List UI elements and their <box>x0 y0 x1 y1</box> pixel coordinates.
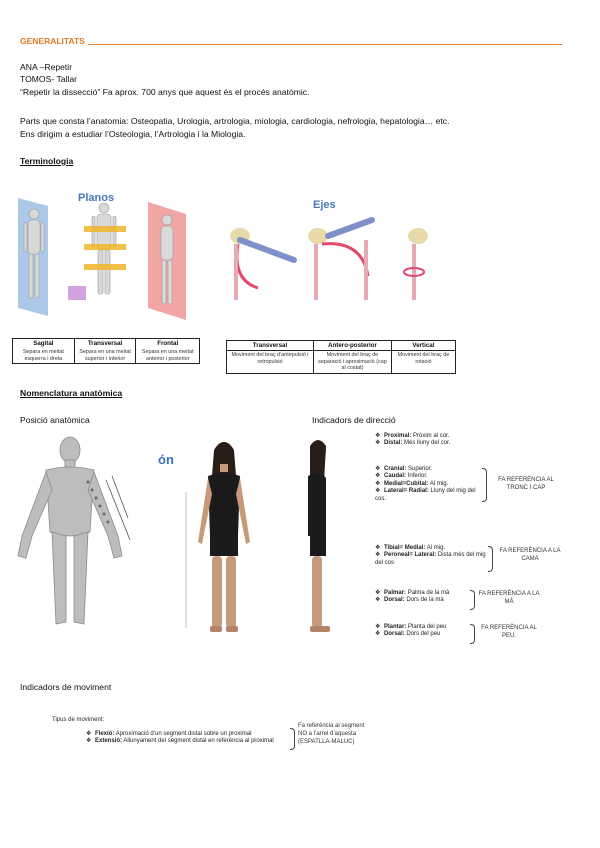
posicio-anatomica-label: Posició anatòmica <box>20 415 90 425</box>
term-distal-desc: Més lluny del cor. <box>404 440 451 447</box>
term-flexio: Flexió: <box>95 731 115 737</box>
diamond-bullet-icon: ❖ <box>375 433 381 439</box>
diamond-bullet-icon: ❖ <box>375 488 381 495</box>
term-proximal: Proximal: <box>384 433 412 439</box>
moviment-ref-line-1: Fa referència al segment <box>298 723 365 729</box>
direction-item <box>375 552 487 567</box>
brace <box>470 624 475 644</box>
term-proximal-desc: Pròxim al cor. <box>413 433 450 439</box>
section-header <box>20 36 562 48</box>
term-plantar: Plantar: <box>384 624 407 630</box>
intro-line-1: ANA –Repetir <box>20 62 73 72</box>
term-dorsal-peu: Dorsal: <box>384 631 405 638</box>
term-caudal: Caudal: <box>384 473 407 480</box>
term-extensio-desc: Allunyament del segment distal en referència al proximal <box>123 738 274 745</box>
term-cranial: Cranial: <box>384 466 407 472</box>
direction-item <box>375 481 479 488</box>
diamond-bullet-icon: ❖ <box>375 624 381 630</box>
axis-transversal-name: Transversal <box>227 341 314 351</box>
term-dorsal-ma: Dorsal: <box>384 597 405 604</box>
moviment-ref-line-2: NO a l’arrel d’aquesta <box>298 731 357 737</box>
header-rule <box>88 44 562 45</box>
planos-figure <box>12 188 202 330</box>
planos-label: Planos <box>78 192 115 204</box>
term-palmar-desc: Palma de la mà <box>407 590 450 596</box>
term-lateral-desc: Lluny del mig del cos. <box>375 488 476 502</box>
axes-desc-row <box>227 351 456 374</box>
term-medial: Medial=Cubital: <box>384 480 429 487</box>
direction-group-5 <box>375 624 475 639</box>
ref-ma: FA REFERÈNCIA A LA MÀ <box>478 591 540 605</box>
term-palmar: Palmar: <box>384 590 407 596</box>
terminologia-heading: Terminologia <box>20 156 74 166</box>
axis-vertical-desc: Moviment del braç de rotació <box>391 351 455 374</box>
term-peroneal-desc: Dista més del mig del cos <box>375 552 486 566</box>
diamond-bullet-icon: ❖ <box>375 631 381 638</box>
ref-cama: FA REFERÈNCIA A LA CAMA <box>499 548 561 562</box>
moviment-ref <box>298 722 408 746</box>
moviment-item <box>86 731 296 738</box>
direction-item <box>375 545 487 552</box>
diamond-bullet-icon: ❖ <box>375 440 381 447</box>
term-dorsal-ma-desc: Dors de la mà <box>406 597 444 604</box>
term-peroneal: Peroneal= Lateral: <box>384 552 437 559</box>
brace <box>290 728 295 750</box>
brace <box>470 590 475 610</box>
intro-line-3: “Repetir la dissecció” Fa aprox. 700 anys que aquest és el procés anatòmic. <box>20 87 310 97</box>
planes-header-row <box>13 339 200 349</box>
term-distal: Distal: <box>384 440 403 447</box>
ejes-label: Ejes <box>313 199 336 211</box>
diamond-bullet-icon: ❖ <box>375 480 381 487</box>
term-plantar-desc: Planta del peu <box>408 624 447 630</box>
moviment-ref-line-3: (ESPATLLA-MALUC) <box>298 739 355 745</box>
header-title: GENERALITATS <box>20 36 85 46</box>
diamond-bullet-icon: ❖ <box>375 597 381 604</box>
direction-item <box>375 466 479 473</box>
term-cranial-desc: Superior. <box>408 466 433 472</box>
diamond-bullet-icon: ❖ <box>86 731 92 737</box>
nomenclatura-heading: Nomenclatura anatòmica <box>20 388 123 398</box>
plane-sagital-name: Sagital <box>13 339 75 349</box>
plane-transversal-name: Transversal <box>74 339 136 349</box>
woman-side-figure <box>296 432 344 636</box>
axis-antero-posterior-desc: Moviment del braç de separació i aproximació (cap al costat) <box>314 351 392 374</box>
direction-group-1 <box>375 433 565 448</box>
direction-group-4 <box>375 590 475 605</box>
diamond-bullet-icon: ❖ <box>86 738 92 745</box>
direction-item <box>375 488 479 503</box>
moviment-list <box>86 731 296 746</box>
tipus-moviment-label: Tipus de moviment: <box>52 717 105 723</box>
term-medial-desc: Al mig. <box>429 480 449 487</box>
brace <box>482 468 487 502</box>
direction-item <box>375 433 565 440</box>
term-tibial: Tibial= Medial: <box>384 545 426 551</box>
direction-item <box>375 473 479 480</box>
diamond-bullet-icon: ❖ <box>375 590 381 596</box>
direction-item <box>375 597 475 604</box>
direction-group-3 <box>375 545 487 567</box>
anatomical-position-figure <box>10 432 132 632</box>
diamond-bullet-icon: ❖ <box>375 466 381 472</box>
axis-antero-posterior-name: Antero-posterior <box>314 341 392 351</box>
intro-line-4: Parts que consta l’anatomia: Osteopatia, Urologia, artrologia, miologia, cardiologia, nefrologia, hepatologia… etc. <box>20 116 450 126</box>
intro-line-2: TOMOS- Tallar <box>20 74 77 84</box>
term-dorsal-peu-desc: Dors del peu <box>406 631 441 638</box>
woman-front-figure <box>178 432 270 642</box>
plane-transversal-desc: Separa en una meitat superior i inferior <box>74 348 136 364</box>
axis-transversal-desc: Moviment del braç d’antepulsió i retropulsió <box>227 351 314 374</box>
axis-vertical-name: Vertical <box>391 341 455 351</box>
moviment-item <box>86 738 296 745</box>
term-extensio: Extensió: <box>95 738 123 745</box>
plane-sagital-desc: Separa en meitat esquerra i dreta <box>13 348 75 364</box>
axes-header-row <box>227 341 456 351</box>
brace <box>488 546 493 572</box>
term-lateral: Lateral= Radial: <box>384 488 429 495</box>
intro-line-5: Ens dirigim a estudiar l’Osteologia, l’Artrologia i la Miologia. <box>20 129 246 139</box>
plane-frontal-desc: Separa en una meitat anterior i posterior <box>136 348 200 364</box>
indicadors-direccio-label: Indicadors de direcció <box>312 415 396 425</box>
planes-desc-row <box>13 348 200 364</box>
direction-group-2 <box>375 466 479 503</box>
axes-table <box>226 340 456 374</box>
ejes-figure <box>222 200 444 310</box>
planes-table <box>12 338 200 364</box>
diamond-bullet-icon: ❖ <box>375 473 381 480</box>
diamond-bullet-icon: ❖ <box>375 545 381 551</box>
term-flexio-desc: Aproximació d’un segment distal sobre un proximal <box>115 731 252 737</box>
direction-item <box>375 440 565 447</box>
term-tibial-desc: Al mig. <box>426 545 446 551</box>
cropped-title-fragment: ón <box>158 452 174 467</box>
direction-item <box>375 631 475 638</box>
ref-tronc-cap: FA REFERÈNCIA AL TRONC I CAP <box>498 477 554 491</box>
plane-frontal-name: Frontal <box>136 339 200 349</box>
ref-peu: FA REFERÈNCIA AL PEU. <box>481 625 537 639</box>
term-caudal-desc: Inferior. <box>407 473 428 480</box>
direction-item <box>375 624 475 631</box>
moviment-heading: Indicadors de moviment <box>20 682 112 692</box>
direction-item <box>375 590 475 597</box>
diamond-bullet-icon: ❖ <box>375 552 381 559</box>
